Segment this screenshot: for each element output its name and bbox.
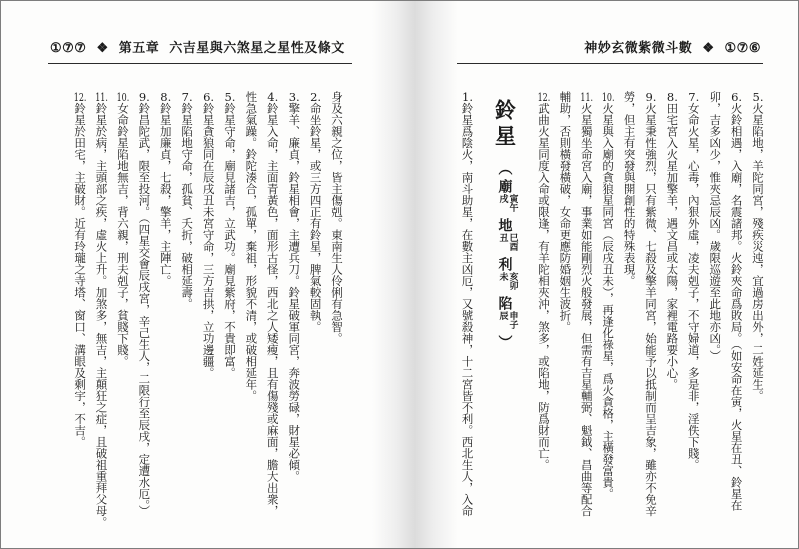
- column-text: 鈴星守命，廟見諸吉，立武功。廟見紫府，不貴即富。: [222, 102, 237, 379]
- item-number: 1.: [462, 91, 474, 103]
- ornament-icon: ❖: [702, 41, 715, 56]
- header-rule-right: [457, 63, 763, 64]
- text-column: [554, 91, 575, 543]
- column-text: 卯，吉多凶少，惟夾忌辰凶。歲限巡遊至此地亦凶。）: [708, 91, 723, 362]
- list-item: [661, 91, 682, 543]
- item-number: 10.: [116, 91, 130, 103]
- item-number: 11.: [95, 91, 108, 103]
- section-heading: [478, 91, 533, 543]
- grade-label: 廟: [496, 179, 513, 194]
- item-number: 2.: [310, 91, 322, 103]
- item-number: 7.: [688, 91, 700, 103]
- page-number: ①⑦⑦: [50, 41, 87, 56]
- book-gutter: [372, 1, 458, 548]
- chapter-label: 第五章: [118, 41, 160, 56]
- column-text: 鈴昌陀武，限至投河。（四星交會辰戌宮，辛己生人，二限行至辰戌，定遭水厄。）: [137, 102, 152, 517]
- list-item: [112, 91, 133, 543]
- list-item: [133, 91, 154, 543]
- item-number: 10.: [601, 91, 615, 103]
- left-page-body: [68, 91, 347, 543]
- column-text: 火星與入廟的貪狼星同宮（辰戌丑未），再逢化祿星，爲火貪格，主橫發富貴。: [601, 102, 616, 500]
- grade-branches: 寅午戌: [497, 194, 518, 213]
- list-item: [69, 91, 90, 543]
- page-number: ①⑦⑥: [724, 41, 761, 56]
- column-text: 火鈴相遇，入廟，名震諸邦。火鈴夾命爲敗局。（如安命在寅，火星在丑、鈴星在: [729, 102, 744, 511]
- header-rule-left: [48, 63, 352, 64]
- open-paren: （: [496, 161, 513, 176]
- item-number: 8.: [666, 91, 678, 103]
- list-item: [533, 91, 554, 543]
- grade-branches: 亥卯未: [497, 272, 518, 291]
- item-number: 5.: [752, 91, 764, 103]
- column-text: 田宅宮入火星加擎羊，遇文昌或太陽，家裡電路要小心。: [665, 102, 680, 390]
- list-item: [154, 91, 175, 543]
- column-text: 性急氣躁。鈴陀湊合，孤單，棄祖，形貌不清，或破相延年。: [244, 91, 259, 402]
- right-page-header: [584, 41, 761, 57]
- item-number: 3.: [288, 91, 300, 103]
- list-item: [176, 91, 197, 543]
- list-item: [197, 91, 218, 543]
- right-page-body: [455, 91, 768, 543]
- section-title: 鈴星: [492, 99, 518, 151]
- column-text: 火星獨坐命宮入廟，事業如能剛烈火般發展，但需有吉星輔弼、魁鉞、昌曲等配合: [579, 102, 594, 517]
- list-item: [261, 91, 282, 543]
- item-number: 12.: [73, 91, 87, 103]
- list-item: [219, 91, 240, 543]
- list-item: [90, 91, 111, 543]
- item-number: 9.: [645, 91, 657, 103]
- column-text: 鈴星入命，主面青黃色，面形古怪，西北之人矮瘦，且有傷殘或麻面，膽大出衆，: [265, 102, 280, 517]
- column-text: 女命火星，心毒，內狠外虛，凌夫剋子，不守婦道，多是非，淫佚下賤。: [686, 102, 701, 471]
- ornament-icon: ❖: [96, 41, 109, 56]
- book-title: 神妙玄微紫微斗數: [584, 41, 693, 56]
- column-text: 擎羊、廉貞，鈴星相會，主遭兵刀。鈴星破軍同宮，奔波勞碌，財星必傾。: [287, 102, 302, 482]
- grade-label: 陷: [496, 296, 513, 311]
- column-text: 鈴星於田宅，主破財。近有玲瓏之寺塔、窗口、溝眼及剩宇，不吉。: [73, 102, 88, 448]
- list-item: [304, 91, 325, 543]
- item-number: 6.: [731, 91, 743, 103]
- left-page-header: [50, 41, 345, 57]
- column-text: 輔助，否則橫發橫破，女命更應防婚姻生波折。: [558, 91, 573, 333]
- list-item: [747, 91, 768, 543]
- item-number: 4.: [267, 91, 279, 103]
- text-column: [618, 91, 639, 543]
- column-text: 武曲火星同度入命或限逢，有羊陀相夾沖，煞多，或陷地，防爲財而亡。: [536, 102, 551, 471]
- item-number: 6.: [203, 91, 215, 103]
- column-text: 命坐鈴星，或三方四正有鈴星，脾氣較固執。: [308, 102, 323, 333]
- list-item: [575, 91, 596, 543]
- text-column: [326, 91, 347, 543]
- list-item: [283, 91, 304, 543]
- column-text: 鈴星加廉貞，七殺，擎羊，主陣亡。: [158, 102, 173, 287]
- column-text: 身及六親之位，皆主傷剋。東南生人伶俐有急智。: [330, 91, 344, 344]
- item-number: 11.: [580, 91, 594, 103]
- text-column: [704, 91, 725, 543]
- list-item: [725, 91, 746, 543]
- grade-branches: 申子辰: [497, 311, 518, 330]
- column-text: 火星陷地，羊陀同宮，殘疾災迍，宜過房出外，二姓延生。: [751, 102, 765, 402]
- column-text: 鈴星陷地守命，孤貧、夭折，破相延壽。: [180, 102, 195, 310]
- list-item: [640, 91, 661, 543]
- list-item: [597, 91, 618, 543]
- column-text: 鈴星於病，主頭部之疾，虛火上升。加煞多，無吉，主顛狂之症，且破祖重拜父母。: [94, 102, 109, 528]
- item-number: 7.: [181, 91, 193, 103]
- grade-label: 地: [496, 218, 513, 233]
- item-number: 5.: [224, 91, 236, 103]
- chapter-title: 六吉星與六煞星之星性及條文: [169, 41, 345, 56]
- column-text: 勞，但主有突發與開創性的特殊表現。: [622, 91, 637, 287]
- item-number: 9.: [138, 91, 150, 103]
- text-column: [240, 91, 261, 543]
- column-text: 鈴星爲陰火，南斗助星，在數主凶厄，又號殺神，十二宮皆不利。西北生人，入命: [460, 102, 475, 517]
- grade-label: 利: [496, 257, 513, 272]
- list-item: [682, 91, 703, 543]
- column-text: 火星秉性強烈，只有紫微、七殺及擎羊同宮，始能予以抵制而呈吉象，雖亦不免辛: [643, 102, 658, 517]
- column-text: 鈴星貪狼同在辰戌丑未宮守命，三方吉拱，立功邊疆。: [201, 102, 216, 379]
- item-number: 8.: [160, 91, 172, 103]
- item-number: 12.: [537, 91, 551, 103]
- grade-branches: 巳酉丑: [497, 233, 518, 252]
- close-paren: ）: [496, 335, 513, 350]
- list-item: [456, 91, 477, 543]
- column-text: 女命鈴星陷地無吉，背六親，刑夫剋子，貧賤下賤。: [115, 102, 130, 367]
